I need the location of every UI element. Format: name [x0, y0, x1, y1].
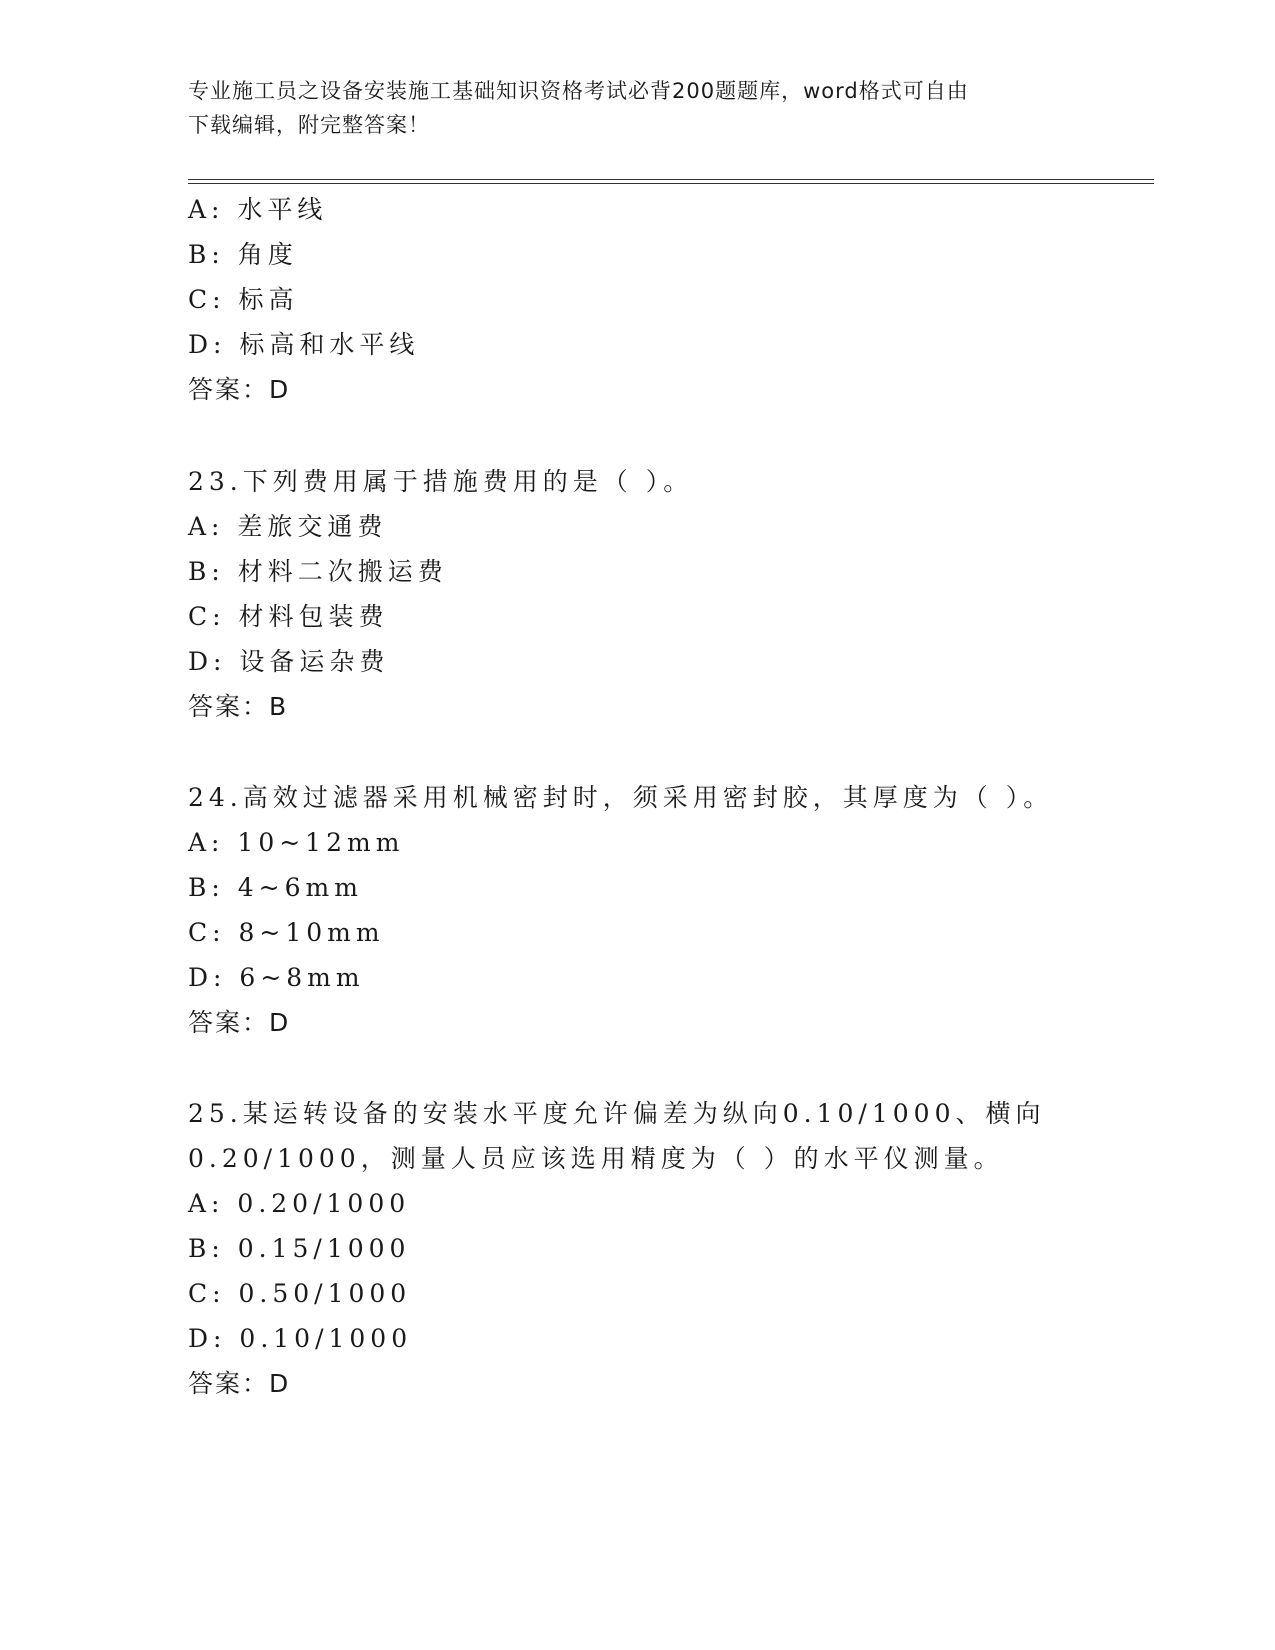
header-line-1: 专业施工员之设备安装施工基础知识资格考试必背200题题库，word格式可自由	[188, 79, 969, 103]
header-divider-top	[188, 179, 1154, 180]
q24-option-c: C: 8~10mm	[188, 918, 385, 947]
q25-option-a: A: 0.20/1000	[188, 1189, 411, 1218]
q22-answer: 答案：D	[188, 375, 291, 404]
q24-option-b: B: 4~6mm	[188, 873, 363, 902]
q23-answer: 答案：B	[188, 692, 289, 721]
q23-option-b: B: 材料二次搬运费	[188, 557, 448, 586]
q25-answer: 答案：D	[188, 1369, 291, 1398]
q23-stem: 23.下列费用属于措施费用的是（ ）。	[188, 467, 694, 496]
document-header	[188, 74, 1068, 142]
header-divider-bottom	[188, 183, 1154, 184]
q24-stem: 24.高效过滤器采用机械密封时，须采用密封胶，其厚度为（ ）。	[188, 783, 1054, 812]
q25-stem-line-2: 0.20/1000，测量人员应该选用精度为（ ）的水平仪测量。	[188, 1144, 1004, 1173]
q24-option-a: A: 10~12mm	[188, 828, 405, 857]
q22-option-b: B: 角度	[188, 240, 298, 269]
q25-option-d: D: 0.10/1000	[188, 1324, 413, 1353]
q22-option-c: C: 标高	[188, 285, 299, 314]
q24-answer: 答案：D	[188, 1008, 291, 1037]
q25-stem-line-1: 25.某运转设备的安装水平度允许偏差为纵向0.10/1000、横向	[188, 1099, 1046, 1128]
q22-option-d: D: 标高和水平线	[188, 330, 420, 359]
q25-option-b: B: 0.15/1000	[188, 1234, 411, 1263]
q23-option-d: D: 设备运杂费	[188, 647, 390, 676]
q22-option-a: A: 水平线	[188, 195, 328, 224]
q24-option-d: D: 6~8mm	[188, 963, 365, 992]
q23-option-a: A: 差旅交通费	[188, 512, 388, 541]
q25-option-c: C: 0.50/1000	[188, 1279, 412, 1308]
q23-option-c: C: 材料包装费	[188, 602, 389, 631]
header-line-2: 下载编辑，附完整答案！	[188, 113, 430, 137]
